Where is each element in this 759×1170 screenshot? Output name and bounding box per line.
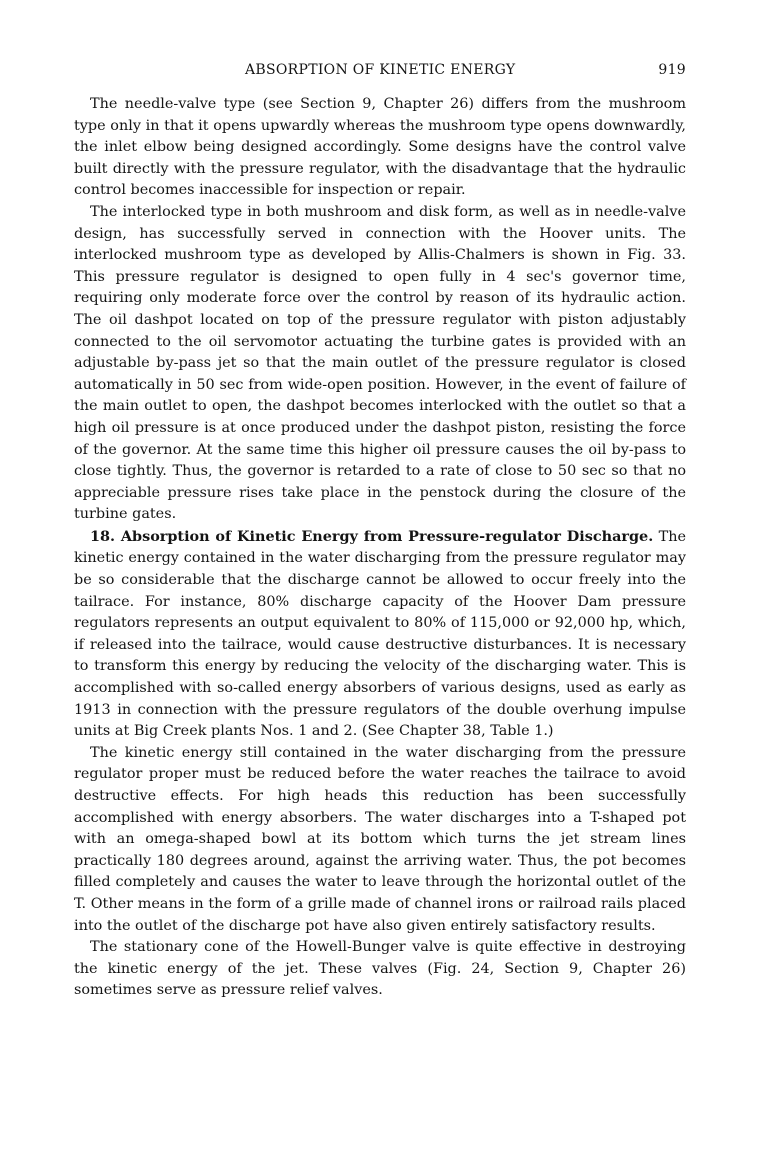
paragraph-text: The kinetic energy still contained in the water discharging from the pressure regulator proper must be reduced before the water reaches the tailrace to avoid destructive effects. For high heads this reduction has been successfully accomplished with energy absorbers. The water discharges into a T-shaped pot with an omega-shaped bowl at its bottom which turns the jet stream lines practically 180 degrees around, against the arriving water. Thus, the pot becomes filled completely and causes the water to leave through the horizontal outlet of the T. Other means in the form of a grille made of channel irons or railroad rails placed into the outlet of the discharge pot have also given entirely satisfactory results. [74,744,686,934]
paragraph [74,526,686,743]
section-heading: 18. Absorption of Kinetic Energy from Pressure-regulator Discharge. [90,527,654,545]
paragraph-text: The interlocked type in both mushroom and disk form, as well as in needle-valve design, has successfully served in connection with the Hoover units. The interlocked mushroom type as developed by Allis-Chalmers is shown in Fig. 33. This pressure regulator is designed to open fully in 4 sec's governor time, requiring only moderate force over the control by reason of its hydraulic action. The oil dashpot located on top of the pressure regulator with piston adjustably connected to the oil servomotor actuating the turbine gates is provided with an adjustable by-pass jet so that the main outlet of the pressure regulator is closed automatically in 50 sec from wide-open position. However, in the event of failure of the main outlet to open, the dashpot becomes interlocked with the outlet so that a high oil pressure is at once produced under the dashpot piston, resisting the force of the governor. At the same time this higher oil pressure causes the oil by-pass to close tightly. Thus, the governor is retarded to a rate of close to 50 sec so that no appreciable pressure rises take place in the penstock during the closure of the turbine gates. [74,203,686,523]
running-title: ABSORPTION OF KINETIC ENERGY [244,62,516,78]
paragraph [74,937,686,1002]
paragraph [74,202,686,526]
paragraph-text: The stationary cone of the Howell-Bunger valve is quite effective in destroying the kinetic energy of the jet. These valves (Fig. 24, Section 9, Chapter 26) sometimes serve as pressure relief valves. [74,939,686,999]
paragraph [74,94,686,202]
book-page [74,62,686,1002]
page-number: 919 [658,62,686,78]
page-header [74,62,686,84]
paragraph-text: The needle-valve type (see Section 9, Chapter 26) differs from the mushroom type only in that it opens upwardly whereas the mushroom type opens downwardly, the inlet elbow being designed accordingly. Some designs have the control valve built directly with the pressure regulator, with the disadvantage that the hydraulic control becomes inaccessible for inspection or repair. [74,96,686,199]
body-text [74,94,686,1002]
paragraph [74,743,686,937]
paragraph-text: The kinetic energy contained in the water discharging from the pressure regulator may be so considerable that the discharge cannot be allowed to occur freely into the tailrace. For instance, 80% discharge capacity of the Hoover Dam pressure regulators represents an output equivalent to 80% of 115,000 or 92,000 hp, which, if released into the tailrace, would cause destructive disturbances. It is necessary to transform this energy by reducing the velocity of the discharging water. This is accomplished with so-called energy absorbers of various designs, used as early as 1913 in connection with the pressure regulators of the double overhung impulse units at Big Creek plants Nos. 1 and 2. (See Chapter 38, Table 1.) [74,528,686,740]
